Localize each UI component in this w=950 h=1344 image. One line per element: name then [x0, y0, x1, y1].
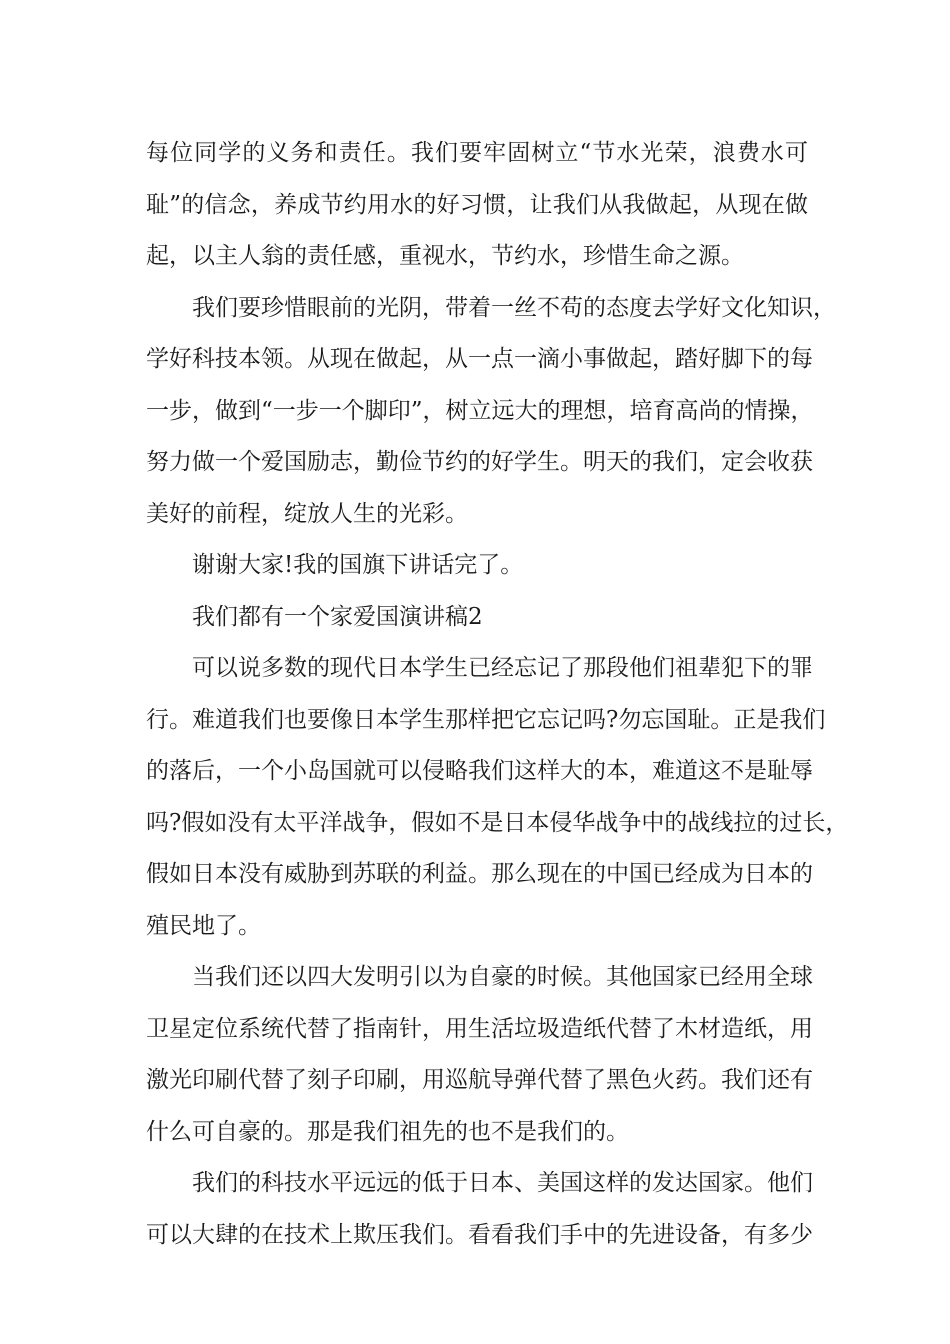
text-line: 我们都有一个家爱国演讲稿2	[192, 603, 483, 630]
text-line: 谢谢大家!我的国旗下讲话完了。	[192, 552, 524, 578]
paragraph	[146, 283, 836, 541]
text-line: 的落后，一个小岛国就可以侵略我们这样大的本，难道这不是耻辱	[146, 758, 813, 784]
paragraph	[146, 540, 808, 592]
text-line: 什么可自豪的。那是我们祖先的也不是我们的。	[146, 1118, 629, 1145]
text-line: 每位同学的义务和责任。我们要牢固树立“节水光荣，浪费水可	[146, 140, 808, 166]
text-line: 耻”的信念，养成节约用水的好习惯，让我们从我做起，从现在做	[146, 191, 808, 218]
text-line: 激光印刷代替了刻子印刷，用巡航导弹代替了黑色火药。我们还有	[146, 1067, 813, 1093]
paragraph	[146, 643, 849, 952]
text-line: 我们的科技水平远远的低于日本、美国这样的发达国家。他们	[192, 1170, 813, 1196]
text-line: 学好科技本领。从现在做起，从一点一滴小事做起，踏好脚下的每	[146, 346, 813, 372]
paragraph	[146, 128, 808, 283]
text-line: 起，以主人翁的责任感，重视水，节约水，珍惜生命之源。	[146, 243, 744, 269]
text-line: 可以说多数的现代日本学生已经忘记了那段他们祖辈犯下的罪	[192, 655, 813, 681]
text-line: 吗?假如没有太平洋战争，假如不是日本侵华战争中的战线拉的过长，	[146, 809, 849, 836]
text-line: 假如日本没有威胁到苏联的利益。那么现在的中国已经成为日本的	[146, 861, 813, 887]
section-title	[146, 592, 808, 644]
text-line: 可以大肆的在技术上欺压我们。看看我们手中的先进设备，有多少	[146, 1221, 813, 1248]
paragraph	[146, 1158, 813, 1261]
text-line: 美好的前程，绽放人生的光彩。	[146, 500, 468, 527]
text-line: 一步，做到“一步一个脚印”，树立远大的理想，培育高尚的情操，	[146, 397, 814, 424]
text-line: 行。难道我们也要像日本学生那样把它忘记吗?勿忘国耻。正是我们	[146, 706, 826, 733]
paragraph	[146, 952, 813, 1158]
text-line: 卫星定位系统代替了指南针，用生活垃圾造纸代替了木材造纸，用	[146, 1015, 813, 1042]
document-body	[146, 128, 849, 1261]
text-line: 殖民地了。	[146, 912, 261, 939]
text-line: 当我们还以四大发明引以为自豪的时候。其他国家已经用全球	[192, 964, 813, 990]
text-line: 努力做一个爱国励志，勤俭节约的好学生。明天的我们，定会收获	[146, 449, 813, 475]
text-line: 我们要珍惜眼前的光阴，带着一丝不苟的态度去学好文化知识，	[192, 294, 836, 321]
